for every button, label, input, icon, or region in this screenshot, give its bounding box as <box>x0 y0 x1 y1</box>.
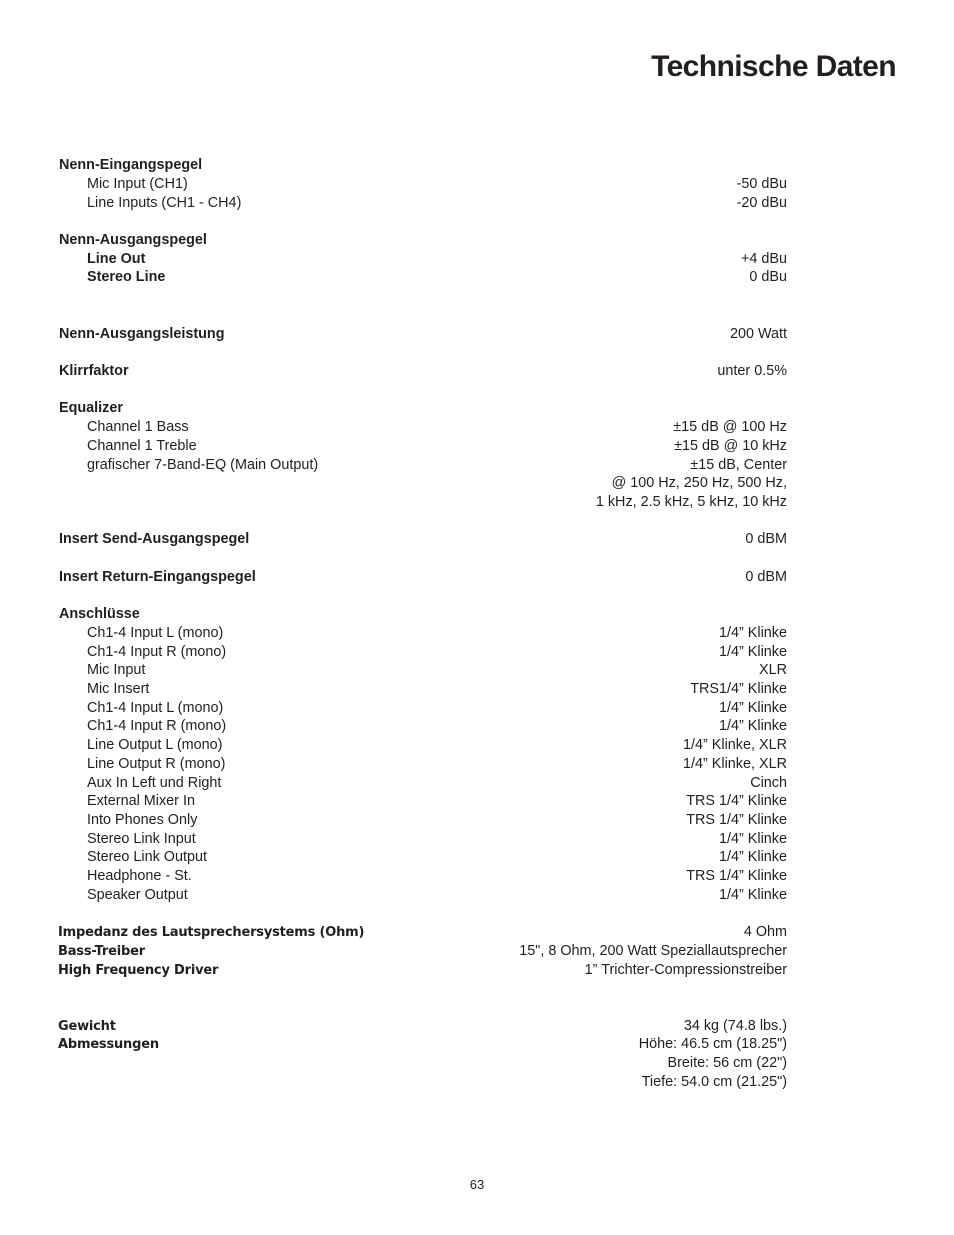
spec-label: Channel 1 Bass <box>87 419 189 435</box>
spec-row-insert-return <box>59 568 787 587</box>
spec-value: 1/4” Klinke, XLR <box>683 756 787 772</box>
spec-row-distortion <box>59 362 787 381</box>
spec-row-line-out <box>59 250 787 269</box>
spec-value: XLR <box>759 662 787 678</box>
spec-value: 200 Watt <box>729 326 787 342</box>
spec-label: Line Out <box>87 251 146 267</box>
spec-label: Ch1-4 Input R (mono) <box>87 718 227 734</box>
connection-row <box>59 717 787 736</box>
connection-row <box>59 867 787 886</box>
spec-row-insert-send <box>59 530 787 549</box>
spec-value: ±15 dB, Center <box>690 457 787 473</box>
connection-row <box>59 774 787 793</box>
spec-row-dimensions <box>59 1035 787 1054</box>
spec-value: ±15 dB @ 100 Hz <box>673 419 787 435</box>
spec-value: 1” Trichter-Compressionstreiber <box>584 962 787 978</box>
spec-value: 1/4” Klinke, XLR <box>683 737 787 753</box>
spec-label: Headphone - St. <box>87 868 192 884</box>
spec-label: Mic Insert <box>87 681 150 697</box>
spec-label: Mic Input <box>87 662 146 678</box>
spec-label: Klirrfaktor <box>59 363 129 379</box>
spec-label: External Mixer In <box>87 793 195 809</box>
spec-row-graphic-eq <box>59 456 787 475</box>
spec-label: Into Phones Only <box>87 812 198 828</box>
spec-label: Stereo Line <box>87 269 166 285</box>
spec-label: Speaker Output <box>87 887 188 903</box>
spec-label: Gewicht <box>58 1019 116 1034</box>
spec-value: @ 100 Hz, 250 Hz, 500 Hz, <box>611 475 787 491</box>
spec-label: Insert Return-Eingangspegel <box>59 569 256 585</box>
spec-value: Höhe: 46.5 cm (18.25") <box>638 1036 787 1052</box>
spec-row-bass-driver <box>59 942 787 961</box>
connection-row <box>59 661 787 680</box>
spec-value: TRS 1/4” Klinke <box>686 812 787 828</box>
spec-value: 1/4” Klinke <box>719 700 787 716</box>
spec-value: 4 Ohm <box>743 924 787 940</box>
connection-row <box>59 736 787 755</box>
spec-row-impedance <box>59 923 787 942</box>
spec-value: 1/4” Klinke <box>719 887 787 903</box>
spec-row-weight <box>59 1017 787 1036</box>
section-heading: Anschlüsse <box>59 606 140 622</box>
spec-label: Aux In Left und Right <box>87 775 222 791</box>
connection-row <box>59 624 787 643</box>
spec-row-mic-input <box>59 175 787 194</box>
spec-label: High Frequency Driver <box>58 963 219 978</box>
spec-row-dimensions-cont <box>59 1073 787 1092</box>
connection-row <box>59 886 787 905</box>
spec-label: Nenn-Ausgangsleistung <box>59 326 225 342</box>
connection-row <box>59 755 787 774</box>
spec-value: 1/4” Klinke <box>719 831 787 847</box>
connection-row <box>59 680 787 699</box>
spec-label: Impedanz des Lautsprechersystems (Ohm) <box>58 925 365 940</box>
page-title: Technische Daten <box>651 50 896 83</box>
spec-value: 15", 8 Ohm, 200 Watt Speziallautsprecher <box>519 943 787 959</box>
spec-label: Ch1-4 Input R (mono) <box>87 644 227 660</box>
page-number: 63 <box>469 1177 485 1192</box>
spec-value: 1/4” Klinke <box>719 644 787 660</box>
spec-label: Mic Input (CH1) <box>87 176 188 192</box>
spec-row-line-inputs <box>59 194 787 213</box>
output-level-heading-row <box>59 231 787 250</box>
spec-row-stereo-line <box>59 268 787 287</box>
spec-label: Insert Send-Ausgangspegel <box>59 531 250 547</box>
connection-row <box>59 699 787 718</box>
connection-row <box>59 643 787 662</box>
spec-value: -50 dBu <box>736 176 787 192</box>
spec-row-bass <box>59 418 787 437</box>
spec-label: Ch1-4 Input L (mono) <box>87 625 224 641</box>
spec-value: Tiefe: 54.0 cm (21.25") <box>641 1074 787 1090</box>
connection-row <box>59 811 787 830</box>
spec-value: 34 kg (74.8 lbs.) <box>683 1018 787 1034</box>
spec-label: Line Output R (mono) <box>87 756 226 772</box>
spec-value: TRS 1/4” Klinke <box>686 868 787 884</box>
spec-value: TRS 1/4” Klinke <box>686 793 787 809</box>
spec-row-treble <box>59 437 787 456</box>
spec-row-graphic-eq-cont <box>59 474 787 493</box>
equalizer-heading-row <box>59 399 787 418</box>
spec-value: 1/4” Klinke <box>719 849 787 865</box>
spec-value: -20 dBu <box>736 195 787 211</box>
connection-row <box>59 792 787 811</box>
spec-label: Stereo Link Input <box>87 831 196 847</box>
spec-value: +4 dBu <box>740 251 787 267</box>
spec-label: Stereo Link Output <box>87 849 207 865</box>
spec-label: Line Output L (mono) <box>87 737 223 753</box>
spec-value: 0 dBM <box>745 569 787 585</box>
spec-value: 1/4” Klinke <box>719 718 787 734</box>
spec-value: TRS1/4” Klinke <box>690 681 787 697</box>
spec-value: 1 kHz, 2.5 kHz, 5 kHz, 10 kHz <box>595 494 787 510</box>
spec-label: Line Inputs (CH1 - CH4) <box>87 195 242 211</box>
spec-row-graphic-eq-cont <box>59 493 787 512</box>
spec-value: ±15 dB @ 10 kHz <box>674 438 787 454</box>
spec-value: Cinch <box>750 775 787 791</box>
spec-row-hf-driver <box>59 961 787 980</box>
spec-label: Abmessungen <box>58 1037 159 1052</box>
section-heading: Nenn-Eingangspegel <box>59 157 203 173</box>
spec-value: 0 dBu <box>749 269 787 285</box>
spec-label: Ch1-4 Input L (mono) <box>87 700 224 716</box>
spec-label: Bass-Treiber <box>58 944 145 959</box>
spec-value: unter 0.5% <box>717 363 787 379</box>
connection-row <box>59 830 787 849</box>
spec-value: 0 dBM <box>745 531 787 547</box>
input-level-heading-row <box>59 156 787 175</box>
spec-label: grafischer 7-Band-EQ (Main Output) <box>87 457 319 473</box>
spec-value: 1/4” Klinke <box>719 625 787 641</box>
connection-row <box>59 848 787 867</box>
spec-row-output-power <box>59 325 787 344</box>
spec-row-dimensions-cont <box>59 1054 787 1073</box>
section-heading: Equalizer <box>59 400 123 416</box>
section-heading: Nenn-Ausgangspegel <box>59 232 207 248</box>
connections-heading-row <box>59 605 787 624</box>
spec-value: Breite: 56 cm (22") <box>667 1055 787 1071</box>
spec-label: Channel 1 Treble <box>87 438 197 454</box>
